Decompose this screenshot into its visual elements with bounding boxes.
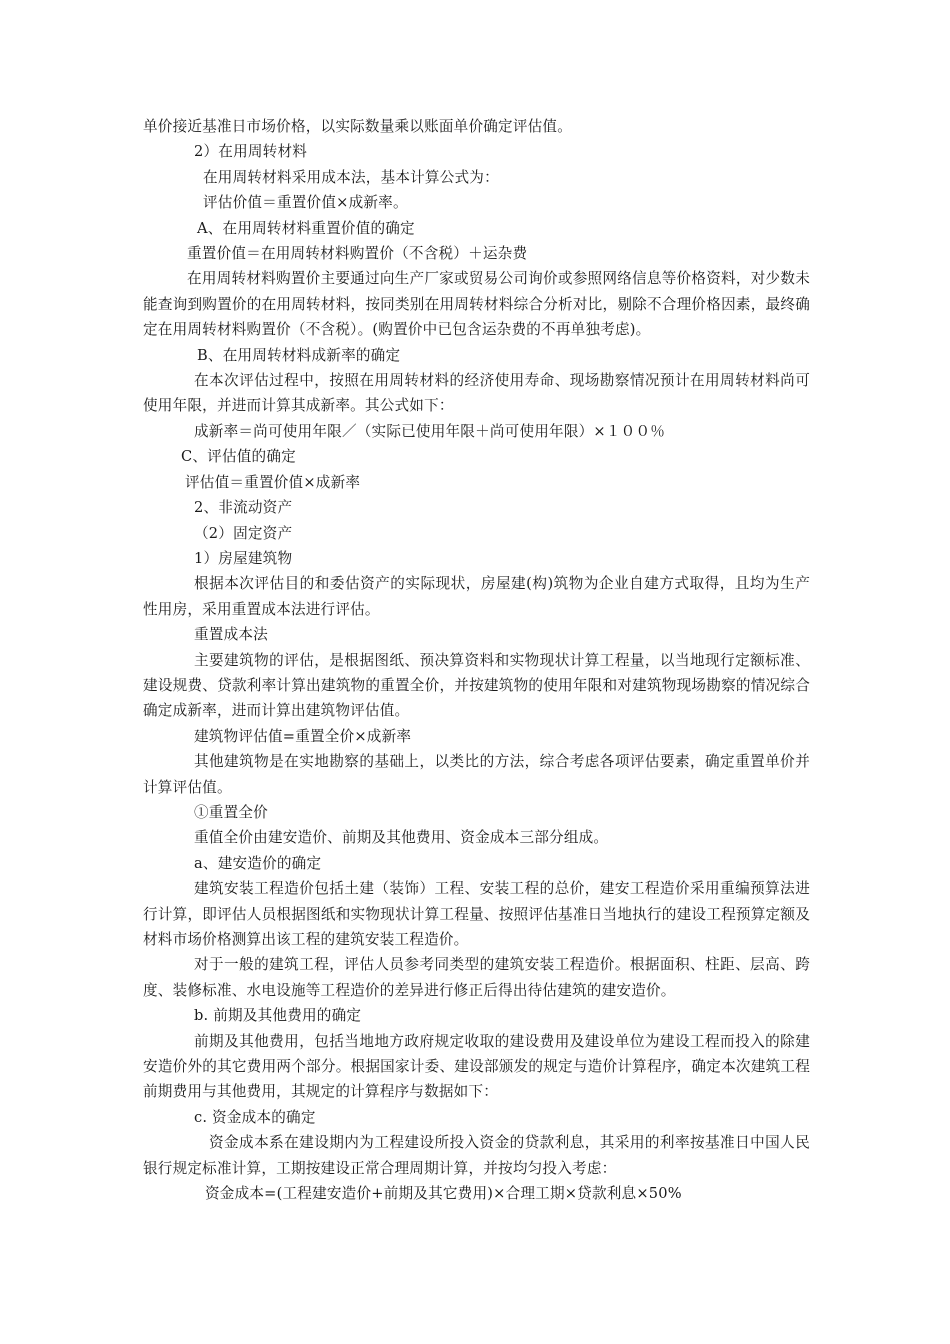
subheading: B、在用周转材料成新率的确定: [197, 346, 401, 364]
subheading: b. 前期及其他费用的确定: [194, 1007, 362, 1025]
formula: 评估值＝重置价值×成新率: [185, 473, 361, 491]
paragraph: 单价接近基准日市场价格，以实际数量乘以账面单价确定评估值。: [143, 118, 573, 135]
subheading: 1）房屋建筑物: [194, 549, 293, 567]
subheading: 2）在用周转材料: [194, 143, 308, 161]
section-heading: （2）固定资产: [194, 524, 293, 542]
subheading: A、在用周转材料重置价值的确定: [197, 219, 415, 237]
section-heading: 2、非流动资产: [194, 499, 293, 517]
paragraph: 在本次评估过程中，按照在用周转材料的经济使用寿命、现场勘察情况预计在用周转材料尚可使用年限，并进而计算其成新率。其公式如下：: [143, 372, 810, 415]
paragraph: 在用周转材料购置价主要通过向生产厂家或贸易公司询价或参照网络信息等价格资料，对少数未能查询到购置价的在用周转材料，按同类别在用周转材料综合分析对比，剔除不合理价格因素，最终确定在用周转材料购置价（不含税）。(购置价中已包含运杂费的不再单独考虑)。: [143, 270, 810, 339]
paragraph: 资金成本系在建设期内为工程建设所投入资金的贷款利息，其采用的利率按基准日中国人民银行规定标准计算，工期按建设正常合理周期计算，并按均匀投入考虑：: [143, 1134, 810, 1177]
subheading: c. 资金成本的确定: [194, 1108, 316, 1126]
document-body: [143, 114, 810, 1206]
formula: 成新率＝尚可使用年限／（实际已使用年限＋尚可使用年限）×１００％: [194, 422, 666, 440]
paragraph: 建筑安装工程造价包括土建（装饰）工程、安装工程的总价，建安工程造价采用重编预算法进行计算，即评估人员根据图纸和实物现状计算工程量、按照评估基准日当地执行的建设工程预算定额及材料市场价格测算出该工程的建筑安装工程造价。: [143, 880, 810, 948]
subheading: a、建安造价的确定: [194, 854, 322, 872]
paragraph: 重值全价由建安造价、前期及其他费用、资金成本三部分组成。: [194, 829, 609, 847]
formula: 评估价值＝重置价值×成新率。: [203, 194, 408, 212]
paragraph: 其他建筑物是在实地勘察的基础上，以类比的方法，综合考虑各项评估要素，确定重置单价并计算评估值。: [143, 753, 810, 796]
paragraph: 根据本次评估目的和委估资产的实际现状，房屋建(构)筑物为企业自建方式取得，且均为生产性用房，采用重置成本法进行评估。: [143, 575, 810, 618]
paragraph: 前期及其他费用，包括当地地方政府规定收取的建设费用及建设单位为建设工程而投入的除建安造价外的其它费用两个部分。根据国家计委、建设部颁发的规定与造价计算程序，确定本次建筑工程前期费用与其他费用，其规定的计算程序与数据如下：: [143, 1032, 810, 1101]
formula: 资金成本=(工程建安造价+前期及其它费用)×合理工期×贷款利息×50%: [205, 1185, 682, 1203]
subheading: 重置成本法: [194, 626, 268, 644]
paragraph: 对于一般的建筑工程，评估人员参考同类型的建筑安装工程造价。根据面积、柱距、层高、跨度、装修标准、水电设施等工程造价的差异进行修正后得出待估建筑的建安造价。: [143, 956, 810, 999]
paragraph: 在用周转材料采用成本法，基本计算公式为：: [203, 168, 499, 186]
formula: 建筑物评估值=重置全价×成新率: [194, 727, 412, 745]
subheading: C、评估值的确定: [181, 448, 296, 466]
subheading: ①重置全价: [194, 803, 268, 821]
formula: 重置价值＝在用周转材料购置价（不含税）＋运杂费: [187, 245, 528, 263]
paragraph: 主要建筑物的评估，是根据图纸、预决算资料和实物现状计算工程量，以当地现行定额标准、建设规费、贷款利率计算出建筑物的重置全价，并按建筑物的使用年限和对建筑物现场勘察的情况综合确定成新率，进而计算出建筑物评估值。: [143, 651, 810, 720]
